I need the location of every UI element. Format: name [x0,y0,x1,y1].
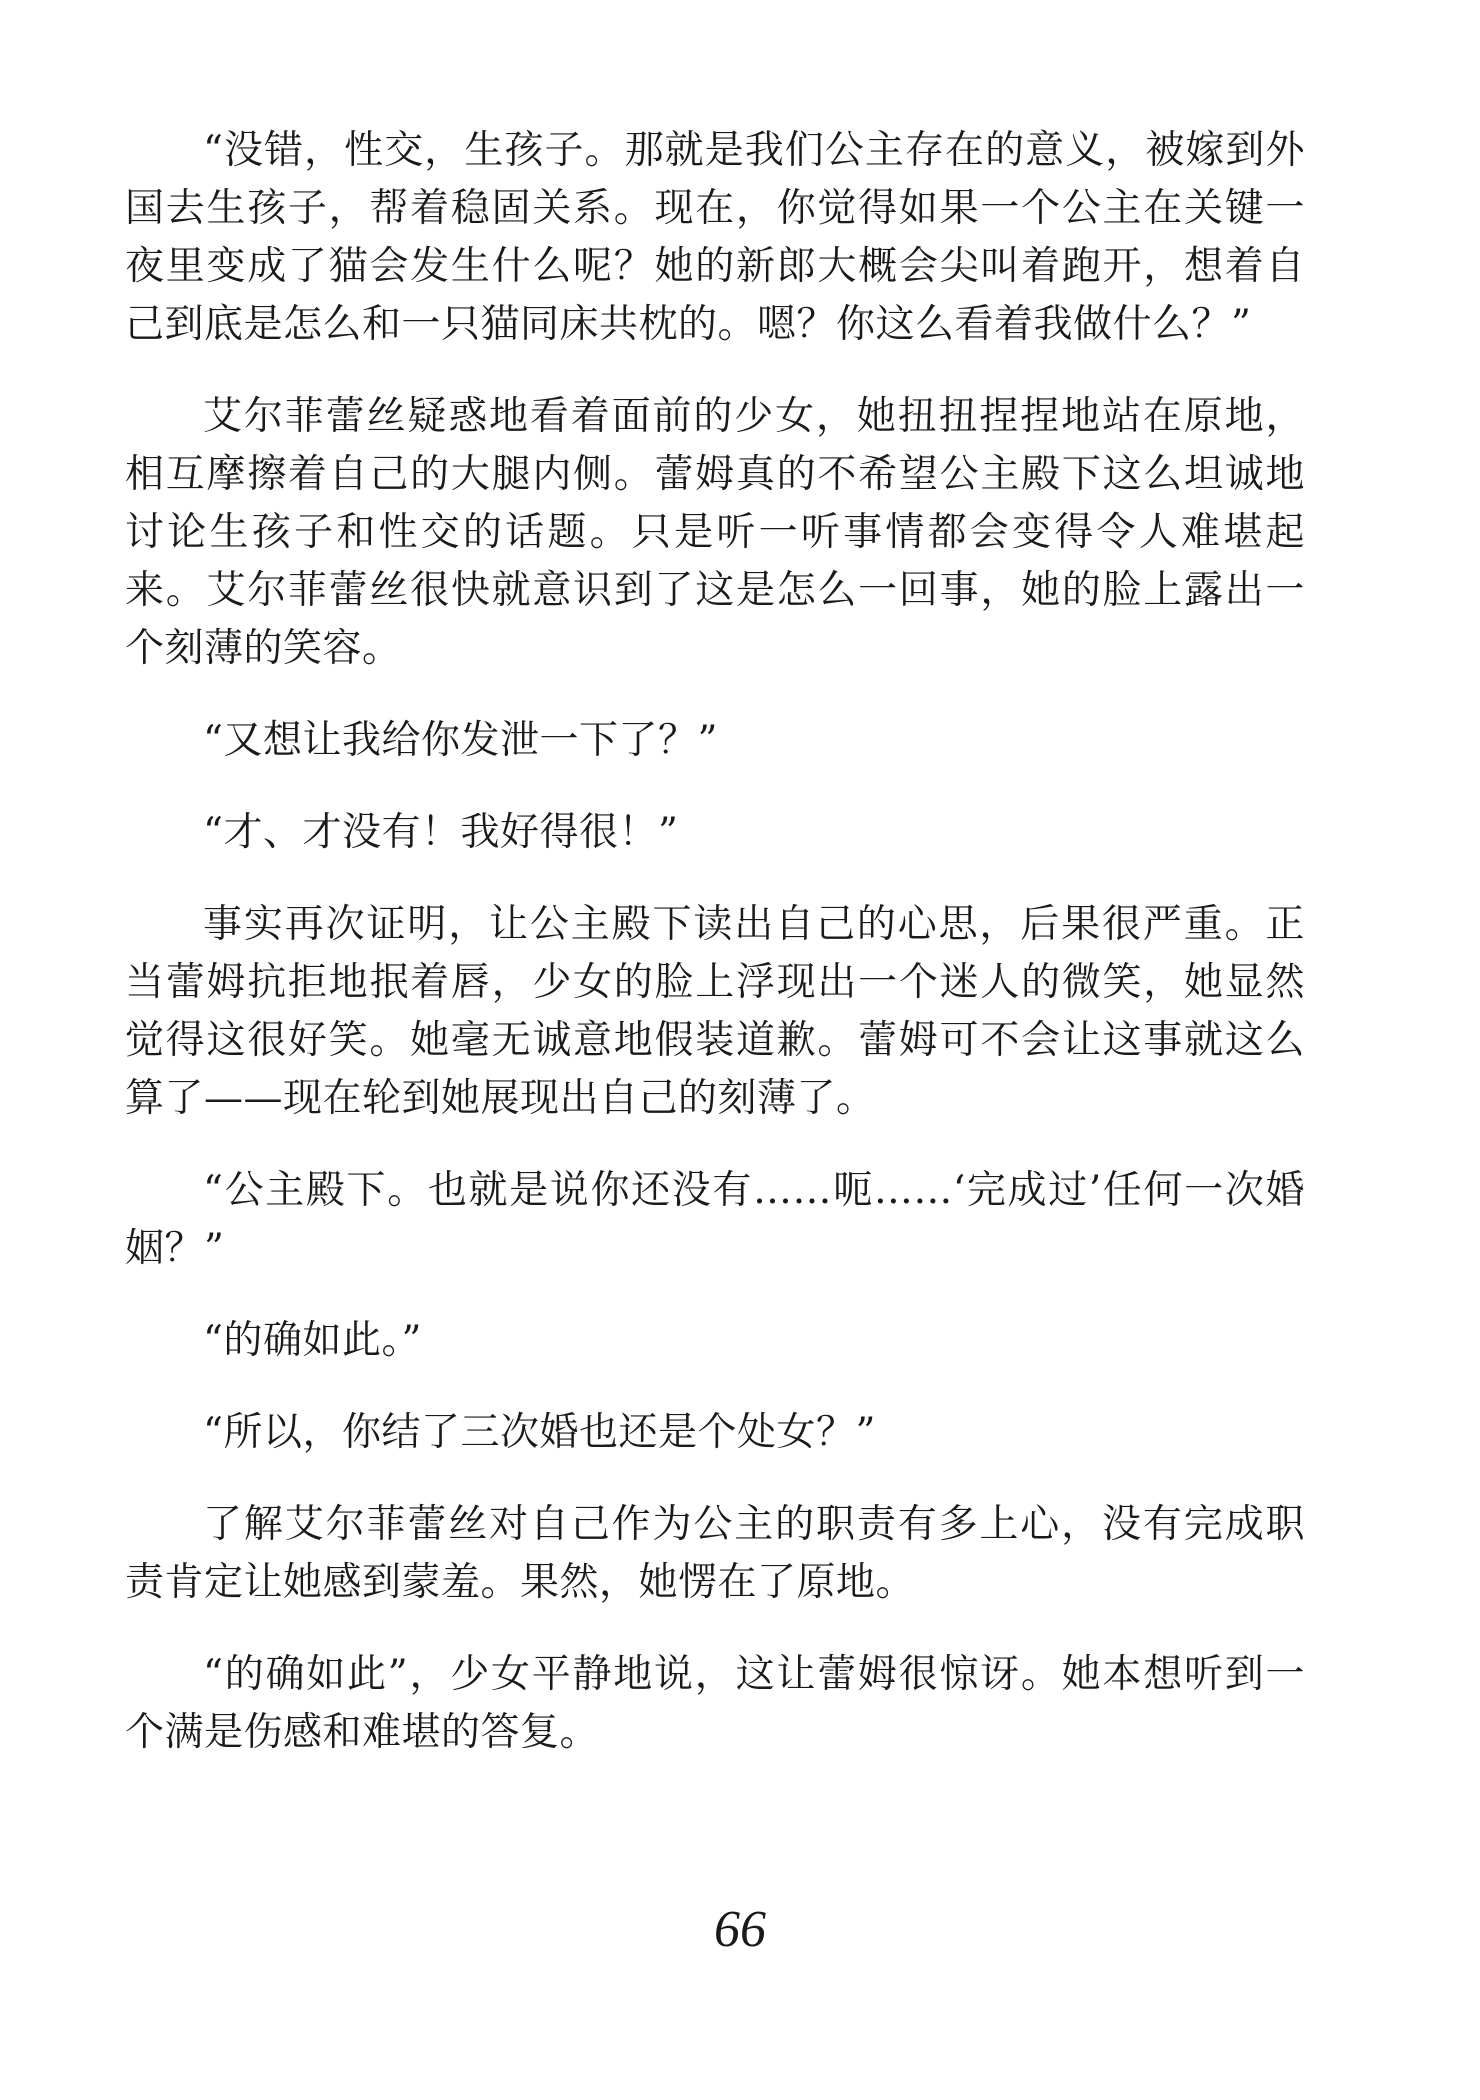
paragraph-3: “又想让我给你发泄一下了？” [203,718,718,763]
paragraph-9: 了解艾尔菲蕾丝对自己作为公主的职责有多上心，没有完成职责肯定让她感到蒙羞。果然，她愣在了原地。 [125,1502,1305,1605]
paragraph-5: 事实再次证明，让公主殿下读出自己的心思，后果很严重。正当蕾姆抗拒地抿着唇，少女的脸上浮现出一个迷人的微笑，她显然觉得这很好笑。她毫无诚意地假装道歉。蕾姆可不会让这事就这么算了——现在轮到她展现出自己的刻薄了。 [125,902,1305,1121]
paragraph-10: “的确如此”，少女平静地说，这让蕾姆很惊讶。她本想听到一个满是伤感和难堪的答复。 [125,1652,1305,1755]
paragraph-6: “公主殿下。也就是说你还没有……呃……‘完成过’任何一次婚姻？” [125,1168,1305,1271]
page-number: 66 [714,1901,766,1958]
paragraph-2: 艾尔菲蕾丝疑惑地看着面前的少女，她扭扭捏捏地站在原地，相互摩擦着自己的大腿内侧。蕾姆真的不希望公主殿下这么坦诚地讨论生孩子和性交的话题。只是听一听事情都会变得令人难堪起来。艾尔菲蕾丝很快就意识到了这是怎么一回事，她的脸上露出一个刻薄的笑容。 [125,394,1305,671]
paragraph-8: “所以，你结了三次婚也还是个处女？” [203,1410,876,1455]
body-text [125,122,1305,1796]
paragraph-4: “才、才没有！我好得很！” [203,810,679,855]
paragraph-1: “没错，性交，生孩子。那就是我们公主存在的意义，被嫁到外国去生孩子，帮着稳固关系。现在，你觉得如果一个公主在关键一夜里变成了猫会发生什么呢？她的新郎大概会尖叫着跑开，想着自己到底是怎么和一只猫同床共枕的。嗯？你这么看着我做什么？” [125,128,1305,347]
paragraph-7: “的确如此。” [203,1318,422,1363]
